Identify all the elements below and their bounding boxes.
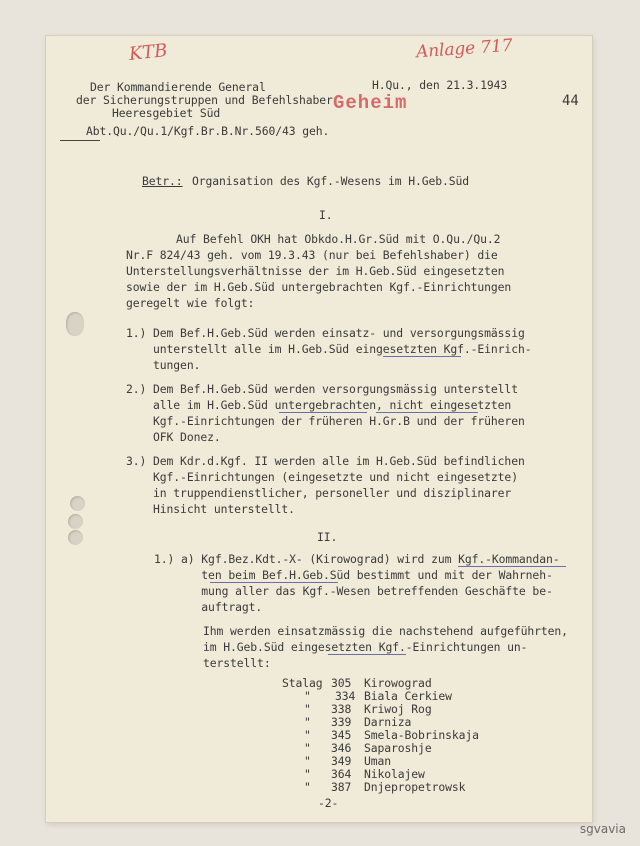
stalag-number: 387 xyxy=(331,780,352,794)
item-2-line-3: Kgf.-Einrichtungen der früheren H.Gr.B und der früheren xyxy=(126,414,525,428)
punch-hole xyxy=(68,530,83,545)
subject-text: Organisation des Kgf.-Wesens im H.Geb.Süd xyxy=(192,174,470,188)
item-2-line-2: alle im H.Geb.Süd untergebrachten, nicht eingesetzten xyxy=(126,398,512,412)
para-a-line-2: ten beim Bef.H.Geb.Süd bestimmt und mit der Wahrneh- xyxy=(154,568,553,582)
stalag-prefix: " xyxy=(304,741,311,755)
item-3-line-3: in truppendienstlicher, personeller und disziplinarer xyxy=(126,486,512,500)
stalag-prefix: " xyxy=(304,767,311,781)
stalag-prefix: " xyxy=(304,780,311,794)
stalag-number: 334 xyxy=(335,689,356,703)
section-2-heading: II. xyxy=(317,530,338,544)
stalag-place: Saparoshje xyxy=(364,741,432,755)
page-marker: -2- xyxy=(318,796,339,810)
item-2-line-1: 2.) Dem Bef.H.Geb.Süd werden versorgungsmässig unterstellt xyxy=(126,382,518,396)
stalag-number: 364 xyxy=(331,767,352,781)
sender-line-1: Der Kommandierende General xyxy=(90,80,266,94)
geheim-stamp: Geheim xyxy=(333,92,408,114)
para-b-line-1: Ihm werden einsatzmässig die nachstehend aufgeführten, xyxy=(203,624,568,638)
stalag-place: Kirowograd xyxy=(364,676,432,690)
stalag-place: Uman xyxy=(364,754,392,768)
underline-untergebrachten xyxy=(279,412,367,413)
item-1-line-2: unterstellt alle im H.Geb.Süd eingesetzten Kgf.-Einrich- xyxy=(126,342,532,356)
stalag-number: 345 xyxy=(331,728,352,742)
sender-line-2: der Sicherungstruppen und Befehlshaber xyxy=(76,93,333,107)
stalag-number: 346 xyxy=(331,741,352,755)
stalag-prefix: " xyxy=(304,702,311,716)
para-a-line-3: mung aller das Kgf.-Wesen betreffenden Geschäfte be- xyxy=(154,584,553,598)
item-2-line-4: OFK Donez. xyxy=(126,430,221,444)
item-1-line-1: 1.) Dem Bef.H.Geb.Süd werden einsatz- und versorgungsmässig xyxy=(126,326,525,340)
underline-eingesetzten xyxy=(383,356,461,357)
section-1-intro-line-2: Nr.F 824/43 geh. vom 19.3.43 (nur bei Befehlshaber) die xyxy=(126,248,498,262)
section-1-heading: I. xyxy=(319,208,333,222)
place-date: H.Qu., den 21.3.1943 xyxy=(372,78,508,92)
section-1-intro-line-5: geregelt wie folgt: xyxy=(126,296,255,310)
stalag-place: Smela-Bobrinskaja xyxy=(364,728,479,742)
section-1-intro-line-4: sowie der im H.Geb.Süd untergebrachten Kgf.-Einrichtungen xyxy=(126,280,512,294)
stalag-number: 339 xyxy=(331,715,352,729)
punch-hole xyxy=(68,514,83,529)
stalag-prefix: Stalag xyxy=(282,676,323,690)
section-1-intro-line-3: Unterstellungsverhältnisse der im H.Geb.Süd eingesetzten xyxy=(126,264,505,278)
item-3-line-2: Kgf.-Einrichtungen (eingesetzte und nicht eingesetzte) xyxy=(126,470,518,484)
stalag-place: Kriwoj Rog xyxy=(364,702,432,716)
page-number: 44 xyxy=(562,93,579,109)
stalag-number: 305 xyxy=(331,676,352,690)
punch-hole xyxy=(66,312,84,336)
reference-rule xyxy=(60,140,100,141)
item-1-line-3: tungen. xyxy=(126,358,201,372)
stalag-place: Biala Cerkiew xyxy=(364,689,452,703)
underline-eingesetzten-2 xyxy=(328,654,406,655)
para-b-line-2: im H.Geb.Süd eingesetzten Kgf.-Einrichtungen un- xyxy=(203,640,528,654)
stalag-place: Dnjepropetrowsk xyxy=(364,780,466,794)
ktb-handwritten-mark: KTB xyxy=(127,40,169,65)
stalag-prefix: " xyxy=(304,728,311,742)
stalag-number: 349 xyxy=(331,754,352,768)
section-1-intro-line-1: Auf Befehl OKH hat Obkdo.H.Gr.Süd mit O.Qu./Qu.2 xyxy=(176,232,501,246)
item-3-line-1: 3.) Dem Kdr.d.Kgf. II werden alle im H.Geb.Süd befindlichen xyxy=(126,454,525,468)
stalag-prefix: " xyxy=(304,715,311,729)
sender-line-3: Heeresgebiet Süd xyxy=(112,106,221,120)
stalag-place: Darniza xyxy=(364,715,412,729)
para-a-line-4: auftragt. xyxy=(154,600,263,614)
document-page xyxy=(46,36,592,822)
underline-beim-bef xyxy=(210,582,338,583)
watermark: sgvavia xyxy=(579,822,626,836)
anlage-handwritten-mark: Anlage 717 xyxy=(415,35,514,63)
reference-number: Abt.Qu./Qu.1/Kgf.Br.B.Nr.560/43 geh. xyxy=(86,124,330,138)
underline-kommandanten xyxy=(458,566,566,567)
stalag-prefix: " xyxy=(304,689,311,703)
stalag-prefix: " xyxy=(304,754,311,768)
punch-hole xyxy=(70,496,85,511)
underline-nicht-eingesetzten xyxy=(376,412,478,413)
stalag-number: 338 xyxy=(331,702,352,716)
stalag-place: Nikolajew xyxy=(364,767,425,781)
item-3-line-4: Hinsicht unterstellt. xyxy=(126,502,295,516)
subject-label: Betr.: xyxy=(142,174,183,188)
para-b-line-3: terstellt: xyxy=(203,656,271,670)
para-a-line-1: 1.) a) Kgf.Bez.Kdt.-X- (Kirowograd) wird zum Kgf.-Kommandan- xyxy=(154,552,560,566)
